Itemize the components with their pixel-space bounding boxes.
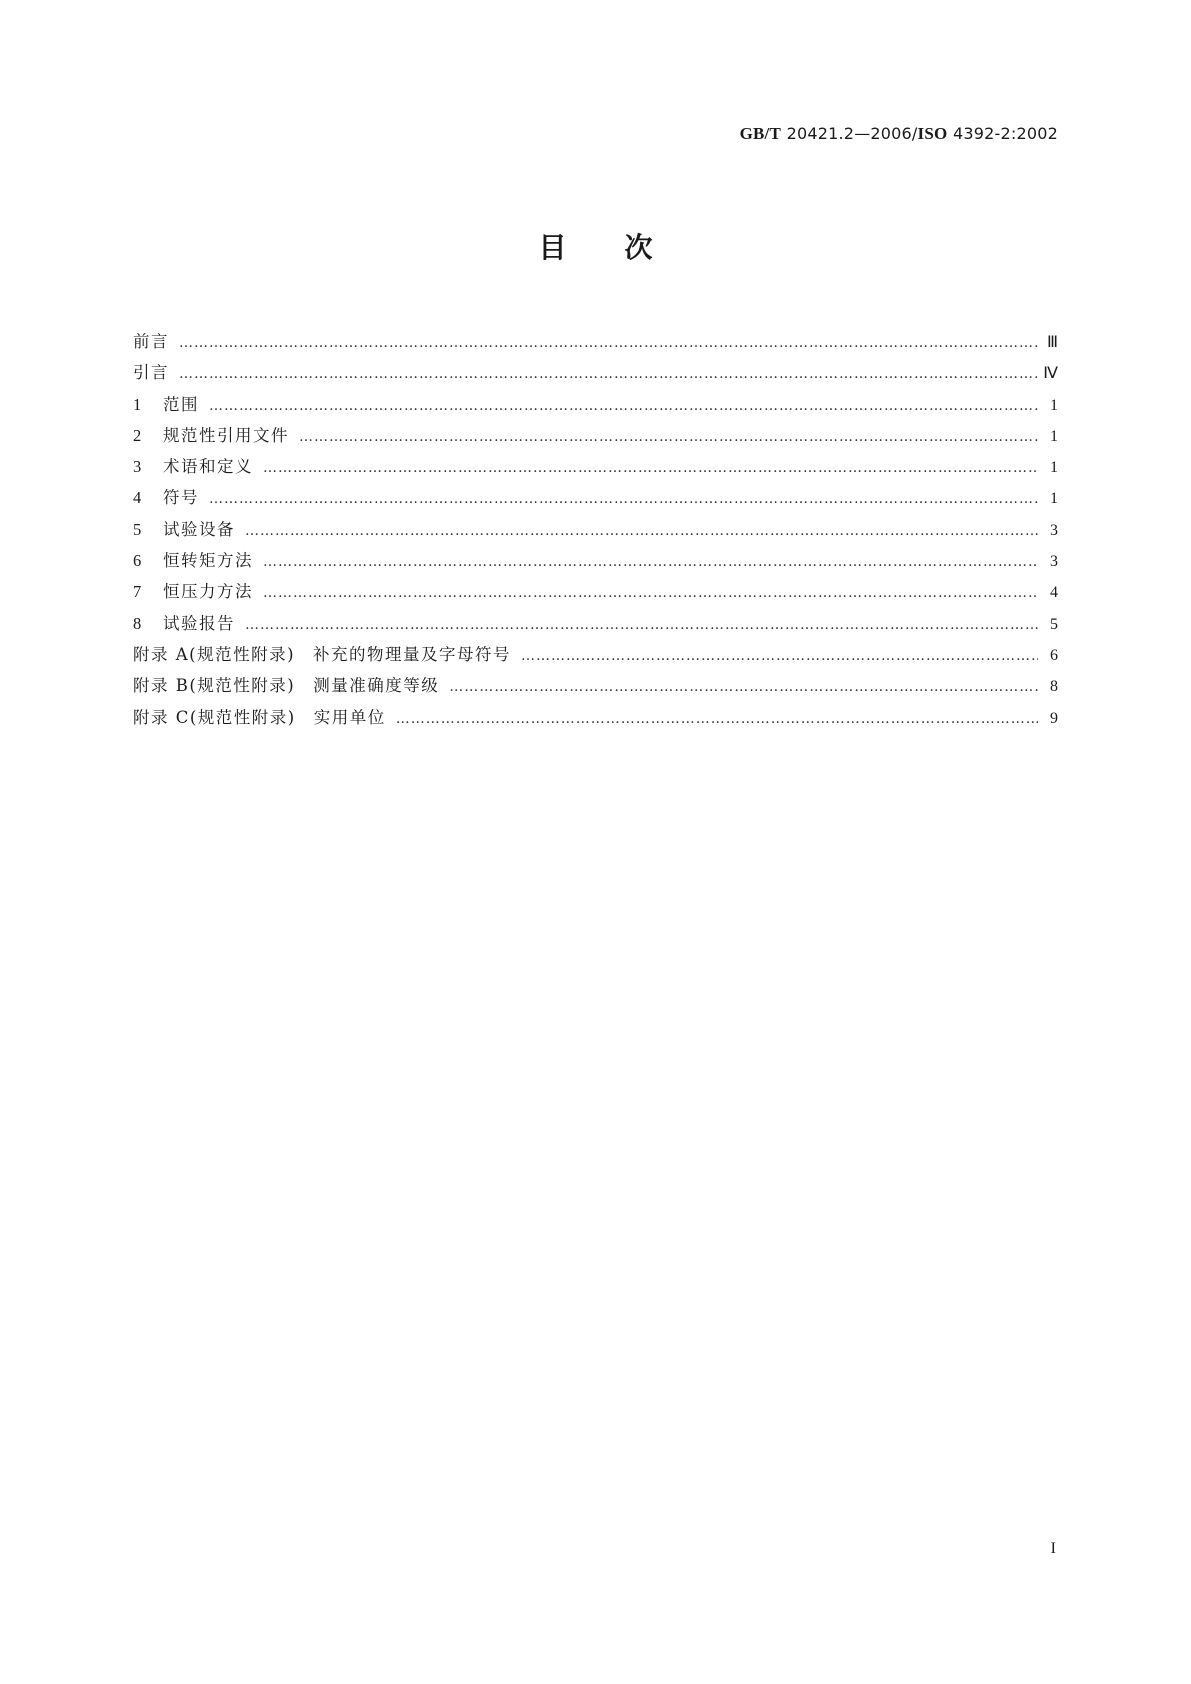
toc-page: 9	[1050, 709, 1058, 727]
toc-number: 3	[133, 457, 142, 477]
toc-label: 试验报告	[163, 613, 235, 633]
iso-prefix: ISO	[917, 124, 948, 143]
iso-number: 4392-2:2002	[953, 124, 1058, 143]
toc-entry-annex-a[interactable]	[133, 641, 1058, 672]
toc-label: 附录 B(规范性附录) 测量准确度等级	[133, 676, 440, 696]
toc-leader	[245, 617, 1038, 633]
toc-label: 术语和定义	[163, 457, 253, 477]
toc-leader	[179, 366, 1037, 382]
toc-entry-constant-pressure[interactable]	[133, 578, 1058, 609]
document-standard-number	[740, 124, 1058, 144]
toc-label: 附录 A(规范性附录) 补充的物理量及字母符号	[133, 644, 512, 664]
page-title	[0, 226, 1191, 266]
standard-number: 20421.2—2006/	[786, 124, 918, 143]
toc-page: 1	[1050, 490, 1058, 508]
toc-entry-introduction[interactable]	[133, 359, 1058, 390]
toc-number: 4	[133, 488, 142, 508]
toc-page: 1	[1050, 427, 1058, 445]
toc-entry-constant-torque[interactable]	[133, 547, 1058, 578]
toc-page: 5	[1050, 615, 1058, 633]
page-number: I	[1050, 1540, 1056, 1557]
toc-page: 6	[1050, 646, 1058, 664]
toc-label: 范围	[163, 394, 199, 414]
toc-label: 恒转矩方法	[163, 551, 253, 571]
toc-leader	[449, 679, 1038, 695]
toc-label: 恒压力方法	[163, 582, 253, 602]
toc-leader	[245, 523, 1038, 539]
toc-leader	[179, 335, 1038, 351]
toc-leader	[299, 429, 1038, 445]
title-char-1: 目	[538, 231, 567, 264]
toc-page: 1	[1050, 459, 1058, 477]
toc-leader	[263, 554, 1038, 570]
toc-entry-test-equipment[interactable]	[133, 516, 1058, 547]
toc-entry-terms-definitions[interactable]	[133, 453, 1058, 484]
toc-page: 3	[1050, 521, 1058, 539]
toc-entry-scope[interactable]	[133, 391, 1058, 422]
toc-label: 引言	[133, 363, 169, 383]
toc-entry-test-report[interactable]	[133, 610, 1058, 641]
table-of-contents	[133, 328, 1058, 735]
toc-entry-normative-references[interactable]	[133, 422, 1058, 453]
toc-entry-symbols[interactable]	[133, 484, 1058, 515]
toc-entry-foreword[interactable]	[133, 328, 1058, 359]
standard-prefix: GB/T	[739, 124, 782, 143]
toc-page: 3	[1050, 553, 1058, 571]
toc-number: 6	[133, 551, 142, 571]
toc-page: 1	[1050, 396, 1058, 414]
toc-label: 符号	[163, 488, 199, 508]
toc-label: 前言	[133, 332, 169, 351]
toc-number: 8	[133, 613, 142, 633]
title-char-2: 次	[624, 231, 653, 264]
toc-label: 附录 C(规范性附录) 实用单位	[133, 707, 386, 727]
toc-number: 2	[133, 425, 142, 445]
toc-leader	[263, 585, 1038, 601]
toc-page: 8	[1050, 678, 1058, 696]
toc-label: 试验设备	[163, 519, 235, 539]
toc-leader	[263, 460, 1038, 476]
toc-entry-annex-c[interactable]	[133, 704, 1058, 735]
toc-label: 规范性引用文件	[163, 425, 289, 445]
toc-entry-annex-b[interactable]	[133, 672, 1058, 703]
toc-page: Ⅲ	[1046, 334, 1058, 351]
toc-page: 4	[1050, 584, 1058, 602]
toc-leader	[209, 398, 1038, 414]
toc-leader	[521, 648, 1038, 664]
toc-leader	[209, 491, 1038, 507]
toc-number: 7	[133, 582, 142, 602]
toc-leader	[396, 711, 1038, 727]
toc-number: 1	[133, 394, 142, 414]
toc-page: Ⅳ	[1043, 365, 1058, 383]
toc-number: 5	[133, 519, 142, 539]
